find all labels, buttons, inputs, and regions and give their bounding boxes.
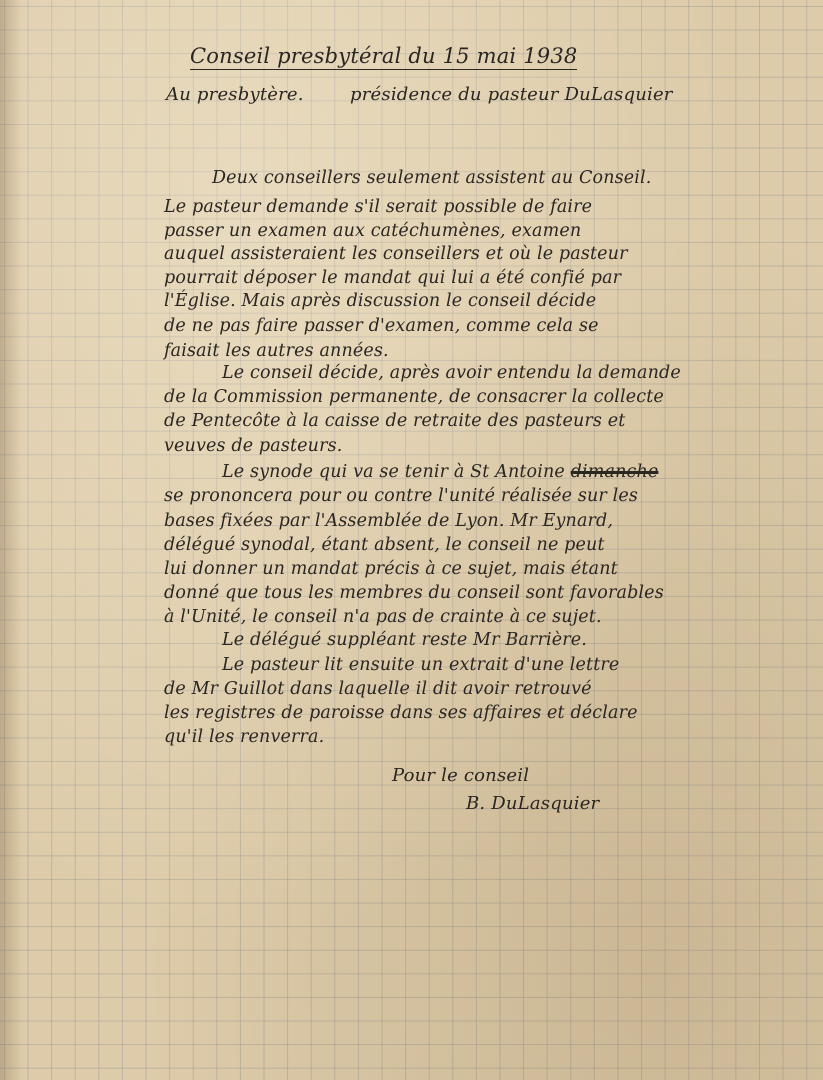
text-line: faisait les autres années. [164,341,389,361]
text-line: à l'Unité, le conseil n'a pas de crainte à ce sujet. [164,607,602,627]
text-line: donné que tous les membres du conseil sont favorables [164,583,664,603]
signature-line: Pour le conseil [392,765,530,786]
signature: B. DuLasquier [466,793,600,814]
text-line: pourrait déposer le mandat qui lui a été confié par [164,268,622,288]
text-line: les registres de paroisse dans ses affaires et déclare [164,703,638,723]
text-line: bases fixées par l'Assemblée de Lyon. Mr Eynard, [164,511,614,531]
synod-text: Le synode qui va se tenir à St Antoine [222,462,565,482]
text-line: qu'il les renverra. [164,727,325,747]
text-line: de Mr Guillot dans laquelle il dit avoir retrouvé [164,679,592,699]
text-line: Le conseil décide, après avoir entendu la demande [222,363,681,383]
text-line: de la Commission permanente, de consacrer la collecte [164,387,664,407]
text-line: veuves de pasteurs. [164,436,343,456]
text-line: se prononcera pour ou contre l'unité réalisée sur les [164,486,638,506]
presidency-line: présidence du pasteur DuLasquier [350,84,673,105]
text-line: de ne pas faire passer d'examen, comme cela se [164,316,599,336]
text-line: Le délégué suppléant reste Mr Barrière. [222,630,587,650]
text-line: Le pasteur demande s'il serait possible de faire [164,197,593,217]
text-line: lui donner un mandat précis à ce sujet, mais étant [164,559,618,579]
struck-word: dimanche [570,462,659,482]
text-line: auquel assisteraient les conseillers et où le pasteur [164,244,628,264]
page-title: Conseil presbytéral du 15 mai 1938 [190,44,578,68]
location-line: Au presbytère. [166,84,304,105]
text-line: de Pentecôte à la caisse de retraite des pasteurs et [164,411,626,431]
text-line: passer un examen aux catéchumènes, examen [164,221,582,241]
text-line: délégué synodal, étant absent, le conseil ne peut [164,535,605,555]
text-line: l'Église. Mais après discussion le conseil décide [164,291,597,311]
text-line [222,462,658,482]
text-line: Deux conseillers seulement assistent au Conseil. [212,168,652,188]
text-line: Le pasteur lit ensuite un extrait d'une lettre [222,655,620,675]
